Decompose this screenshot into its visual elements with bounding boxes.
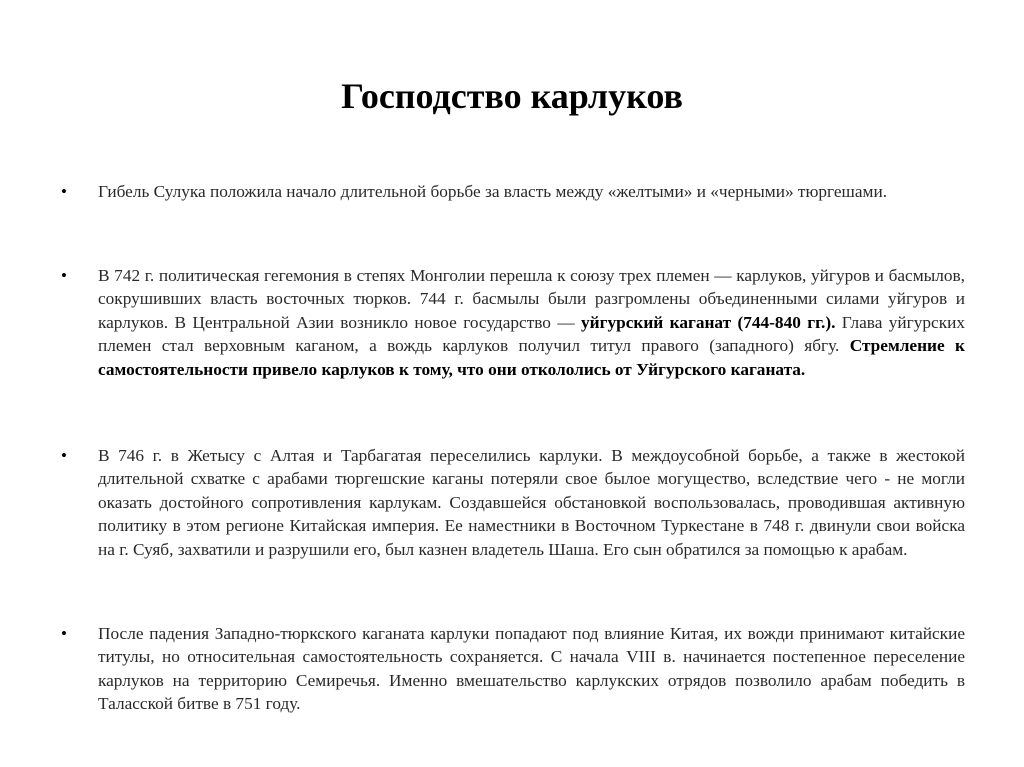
bullet-text <box>98 622 965 716</box>
text-segment: После падения Западно-тюркского каганата карлуки попадают под влияние Китая, их вожди принимают китайские титулы, но относительная самостоятельность сохраняется. С начала VIII в. начинается постепенное переселение карлуков на территорию Семиречья. Именно вмешательство карлукских отрядов позволило арабам победить в Таласской битве в 751 году. <box>98 624 965 714</box>
slide-title: Господство карлуков <box>341 76 683 116</box>
bold-segment: уйгурский каганат (744-840 гг.). <box>581 312 836 332</box>
text-segment: Гибель Сулука положила начало длительной борьбе за власть между «желтыми» и «черными» тюргешами. <box>98 182 888 201</box>
bullet-dot-icon: • <box>61 624 67 643</box>
bullet-dot-icon: • <box>61 182 67 201</box>
text-segment: В 746 г. в Жетысу с Алтая и Тарбагатая переселились карлуки. В междоусобной борьбе, а также в жестокой длительной схватке с арабами тюргешские каганы потеряли свое былое могущество, вследствие чего - не могли оказать достойного сопротивления карлукам. Создавшейся обстановкой воспользовалась, проводившая активную политику в этом регионе Китайская империя. Ее наместники в Восточном Туркестане в 748 г. двинули свои войска на г. Суяб, захватили и разрушили его, был казнен владетель Шаша. Его сын обратился за помощью к арабам. <box>98 446 965 559</box>
bullet-text <box>98 444 965 561</box>
bullet-text <box>98 264 965 381</box>
text-segment: В 742 г. политическая гегемония в степях Монголии перешла к союзу трех племен — карлуков, уйгуров и басмылов, сокрушивших власть восточных тюрков. 744 г. басмылы были разгромлены объединенными силами уйгуров и карлуков. В Центральной Азии возникло новое государство — <box>98 266 965 332</box>
bold-segment: Стремление к самостоятельности привело карлуков к тому, что они откололись от Уйгурского каганата. <box>98 336 966 379</box>
bullet-dot-icon: • <box>61 266 67 285</box>
text-segment: Глава уйгурских племен стал верховным каганом, а вождь карлуков получил титул правого (западного) ябгу. <box>98 312 965 356</box>
bullet-text <box>98 180 965 203</box>
bullet-dot-icon: • <box>61 446 67 465</box>
